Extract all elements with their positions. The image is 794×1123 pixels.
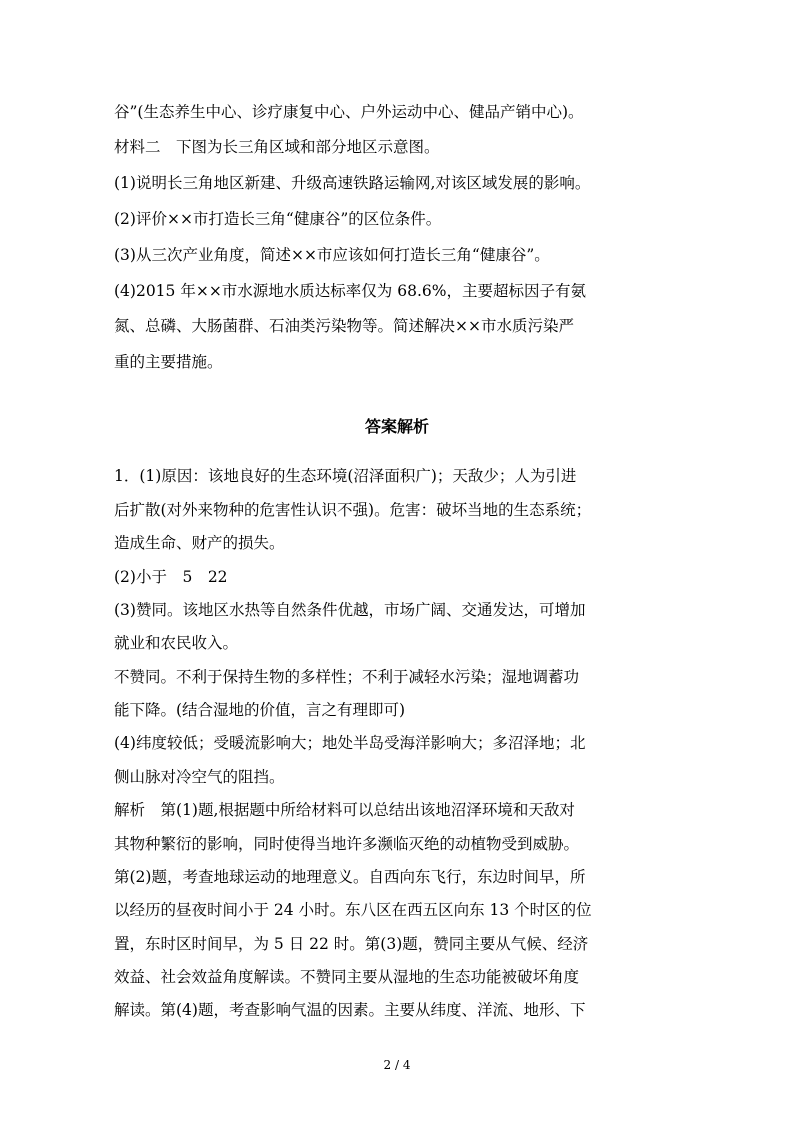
material-line-7: 氮、总磷、大肠菌群、石油类污染物等。简述解决××市水质污染严 [114, 317, 574, 335]
material-line-8: 重的主要措施。 [114, 353, 223, 371]
answer-line-2: 后扩散(对外来物种的危害性认识不强)。危害：破坏当地的生态系统； [114, 501, 592, 519]
material-line-2: 材料二 下图为长三角区域和部分地区示意图。 [114, 138, 440, 156]
analysis-line-6: 效益、社会效益角度解读。不赞同主要从湿地的生态功能被破坏角度 [114, 968, 580, 986]
answer-line-10: 侧山脉对冷空气的阻挡。 [114, 768, 285, 786]
answer-line-4: (2)小于 5 22 [114, 568, 228, 586]
material-line-5: (3)从三次产业角度，简述××市应该如何打造长三角“健康谷”。 [114, 246, 550, 264]
answer-line-8: 能下降。(结合湿地的价值，言之有理即可) [114, 701, 406, 719]
page-number: 2 / 4 [383, 1058, 411, 1072]
analysis-line-5: 置，东时区时间早，为 5 日 22 时。第(3)题，赞同主要从气候、经济 [114, 935, 589, 953]
analysis-line-1: 解析 第(1)题,根据题中所给材料可以总结出该地沼泽环境和天敌对 [114, 801, 575, 819]
answer-line-9: (4)纬度较低；受暖流影响大；地处半岛受海洋影响大；多沼泽地；北 [114, 734, 586, 752]
analysis-line-3: 第(2)题，考查地球运动的地理意义。自西向东飞行，东边时间早，所 [114, 868, 586, 886]
material-line-3: (1)说明长三角地区新建、升级高速铁路运输网,对该区域发展的影响。 [114, 174, 591, 192]
answer-line-6: 就业和农民收入。 [114, 634, 239, 652]
material-line-6: (4)2015 年××市水源地水质达标率仅为 68.6%，主要超标因子有氨 [114, 282, 586, 300]
answer-line-5: (3)赞同。该地区水热等自然条件优越，市场广阔、交通发达，可增加 [114, 601, 586, 619]
answer-line-3: 造成生命、财产的损失。 [114, 534, 285, 552]
answer-line-1: 1．(1)原因：该地良好的生态环境(沼泽面积广)；天敌少；人为引进 [114, 467, 577, 485]
analysis-line-7: 解读。第(4)题，考查影响气温的因素。主要从纬度、洋流、地形、下 [114, 1001, 586, 1019]
material-line-1: 谷”(生态养生中心、诊疗康复中心、户外运动中心、健品产销中心)。 [114, 103, 584, 121]
material-line-4: (2)评价××市打造长三角“健康谷”的区位条件。 [114, 210, 442, 228]
analysis-line-4: 以经历的昼夜时间小于 24 小时。东八区在西五区向东 13 个时区的位 [114, 901, 592, 919]
answer-heading: 答案解析 [364, 417, 429, 436]
answer-line-7: 不赞同。不利于保持生物的多样性；不利于减轻水污染；湿地调蓄功 [114, 668, 580, 686]
analysis-line-2: 其物种繁衍的影响，同时使得当地许多濒临灭绝的动植物受到威胁。 [114, 835, 580, 853]
